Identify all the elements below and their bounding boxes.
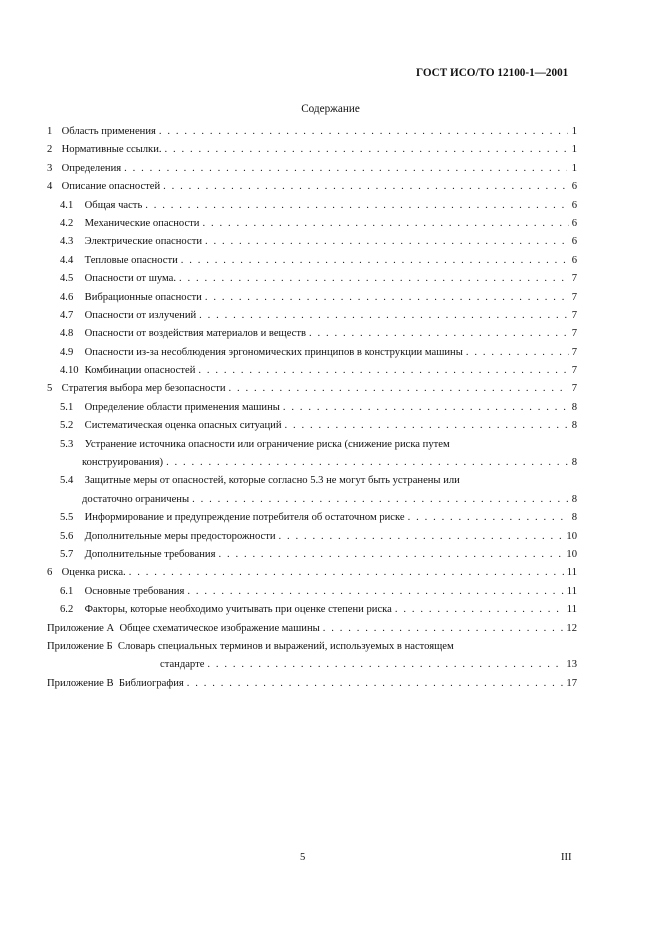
- toc-entry-page: 17: [566, 677, 577, 689]
- toc-entry-text: Опасности от воздействия материалов и веществ: [84, 328, 307, 340]
- toc-entry-page: 7: [571, 309, 577, 321]
- toc-leader-dots: [179, 270, 568, 288]
- toc-entry-number: 5.3: [60, 438, 74, 450]
- toc-entry[interactable]: [47, 141, 577, 159]
- toc-entry-page: 11: [566, 604, 577, 616]
- toc-entry[interactable]: [47, 399, 577, 417]
- toc-leader-dots: [408, 509, 569, 527]
- toc-entry[interactable]: [47, 675, 577, 693]
- toc-entry-page: 1: [571, 144, 577, 156]
- toc-leader-dots: [198, 362, 568, 380]
- toc-entry-page: 7: [571, 328, 577, 340]
- toc-entry-page: 7: [571, 346, 577, 358]
- toc-entry-number: Приложение А: [47, 622, 115, 634]
- toc-entry-text: Общее схематическое изображение машины: [119, 622, 320, 634]
- toc-entry-number: 6.1: [60, 585, 74, 597]
- toc-entry-number: 4.1: [60, 199, 74, 211]
- toc-entry-number: 4.10: [60, 365, 79, 377]
- toc-entry[interactable]: [47, 583, 577, 601]
- toc-leader-dots: [466, 344, 569, 362]
- toc-entry[interactable]: [47, 178, 577, 196]
- toc-entry-text: Основные требования: [84, 585, 185, 597]
- toc-entry-page: 7: [571, 273, 577, 285]
- toc-entry-text: Описание опасностей: [61, 181, 161, 193]
- toc-entry[interactable]: [47, 307, 577, 325]
- toc-entry-page: 7: [571, 383, 577, 395]
- toc-leader-dots: [283, 399, 569, 417]
- toc-leader-dots: [395, 601, 564, 619]
- toc-leader-dots: [205, 289, 569, 307]
- toc-entry-page: 12: [566, 622, 577, 634]
- toc-entry-page: 8: [571, 457, 577, 469]
- toc-entry-page: 10: [566, 548, 577, 560]
- toc-leader-dots: [279, 528, 564, 546]
- toc-leader-dots: [207, 656, 563, 674]
- toc-entry-continuation[interactable]: [47, 454, 577, 472]
- toc-entry-text: Систематическая оценка опасных ситуаций: [84, 420, 282, 432]
- toc-entry-number: 2: [47, 144, 53, 156]
- toc-entry-number: 1: [47, 126, 53, 137]
- toc-leader-dots: [218, 546, 563, 564]
- toc-entry-text: Оценка риска.: [61, 567, 126, 579]
- toc-entry-number: 4.9: [60, 346, 74, 358]
- toc-entry-number: Приложение В: [47, 677, 114, 689]
- toc-entry-number: 4.7: [60, 309, 74, 321]
- toc-entry-page: 7: [571, 365, 577, 377]
- toc-entry-text-continued: конструирования): [82, 457, 164, 469]
- toc-entry-text: Защитные меры от опасностей, которые согласно 5.3 не могут быть устранены или: [84, 475, 460, 487]
- toc-leader-dots: [145, 197, 567, 215]
- toc-entry[interactable]: [47, 417, 577, 435]
- toc-entry-text: Механические опасности: [84, 217, 200, 229]
- toc-leader-dots: [202, 215, 568, 233]
- toc-entry-number: 4.6: [60, 291, 74, 303]
- toc-entry-number: 5.4: [60, 475, 74, 487]
- toc-entry-page: 6: [571, 254, 577, 266]
- toc-entry-text: Комбинации опасностей: [84, 365, 196, 377]
- toc-entry-text: Область применения: [61, 126, 156, 137]
- toc-entry[interactable]: [47, 509, 577, 527]
- toc-title: Содержание: [301, 103, 360, 115]
- toc-entry-text: Стратегия выбора мер безопасности: [61, 383, 226, 395]
- toc-leader-dots: [187, 583, 563, 601]
- toc-entry-page: 1: [571, 162, 577, 174]
- toc-entry-number: 4.2: [60, 217, 74, 229]
- toc-entry-number: 4.8: [60, 328, 74, 340]
- toc-entry-text: Дополнительные меры предосторожности: [84, 530, 276, 542]
- document-standard-header: ГОСТ ИСО/ТО 12100-1—2001: [416, 67, 569, 79]
- toc-entry[interactable]: [47, 564, 577, 582]
- toc-leader-dots: [124, 160, 567, 178]
- toc-leader-dots: [129, 564, 564, 582]
- toc-entry-text: Опасности из-за несоблюдения эргономических принципов в конструкции машины: [84, 346, 463, 358]
- toc-entry-text: Опасности от шума.: [84, 273, 176, 285]
- toc-entry-text: Нормативные ссылки.: [61, 144, 162, 156]
- toc-entry[interactable]: [47, 380, 577, 398]
- toc-entry-number: 4: [47, 181, 53, 193]
- toc-entry-page: 7: [571, 291, 577, 303]
- toc-leader-dots: [229, 380, 569, 398]
- toc-entry[interactable]: [47, 160, 577, 178]
- toc-leader-dots: [166, 454, 568, 472]
- toc-entry[interactable]: [47, 546, 577, 564]
- toc-leader-dots: [199, 307, 568, 325]
- toc-entry-text: Общая часть: [84, 199, 143, 211]
- toc-entry-text-continued: стандарте: [160, 659, 205, 671]
- toc-entry[interactable]: [47, 620, 577, 638]
- toc-entry[interactable]: [47, 344, 577, 362]
- toc-entry-page: 8: [571, 401, 577, 413]
- toc-entry-text-continued: достаточно ограничены: [82, 493, 190, 505]
- toc-entry-page: 11: [566, 567, 577, 579]
- toc-entry[interactable]: [47, 528, 577, 546]
- toc-entry[interactable]: [47, 289, 577, 307]
- toc-entry[interactable]: [47, 252, 577, 270]
- toc-leader-dots: [181, 252, 568, 270]
- toc-entry[interactable]: [47, 123, 577, 141]
- toc-entry[interactable]: [47, 638, 577, 656]
- toc-entry-text: Устранение источника опасности или ограничение риска (снижение риска путем: [84, 438, 450, 450]
- toc-entry-page: 8: [571, 420, 577, 432]
- toc-entry[interactable]: [47, 215, 577, 233]
- toc-entry[interactable]: [47, 270, 577, 288]
- toc-entry-number: 4.5: [60, 273, 74, 285]
- toc-entry-number: 6: [47, 567, 53, 579]
- toc-entry[interactable]: [47, 325, 577, 343]
- toc-entry-text: Словарь специальных терминов и выражений, используемых в настоящем: [117, 640, 454, 652]
- toc-entry[interactable]: [47, 197, 577, 215]
- toc-entry-page: 8: [571, 493, 577, 505]
- toc-entry[interactable]: [47, 436, 577, 454]
- toc-leader-dots: [159, 123, 568, 141]
- toc-entry-page: 10: [566, 530, 577, 542]
- toc-entry-number: 5.6: [60, 530, 74, 542]
- toc-entry-text: Вибрационные опасности: [84, 291, 202, 303]
- toc-entry-text: Информирование и предупреждение потребителя об остаточном риске: [84, 512, 405, 524]
- toc-entry-number: Приложение Б: [47, 640, 113, 652]
- toc-leader-dots: [163, 178, 568, 196]
- toc-entry-text: Определения: [61, 162, 122, 174]
- toc-entry-page: 1: [571, 126, 577, 137]
- toc-entry-number: 5.2: [60, 420, 74, 432]
- toc-entry[interactable]: [47, 233, 577, 251]
- toc-entry-text: Библиография: [118, 677, 184, 689]
- toc-entry-text: Факторы, которые необходимо учитывать при оценке степени риска: [84, 604, 392, 616]
- toc-leader-dots: [285, 417, 569, 435]
- toc-entry-text: Определение области применения машины: [84, 401, 280, 413]
- footer-page-number: 5: [300, 852, 306, 863]
- toc-entry-continuation[interactable]: [47, 491, 577, 509]
- toc-entry-text: Дополнительные требования: [84, 548, 216, 560]
- toc-entry-number: 4.3: [60, 236, 74, 248]
- toc-entry-number: 4.4: [60, 254, 74, 266]
- toc-entry[interactable]: [47, 362, 577, 380]
- toc-entry-page: 6: [571, 236, 577, 248]
- toc-entry-number: 5.5: [60, 512, 74, 524]
- toc-entry-text: Опасности от излучений: [84, 309, 197, 321]
- toc-entry-number: 5.1: [60, 401, 74, 413]
- toc-leader-dots: [323, 620, 564, 638]
- toc-entry-text: Тепловые опасности: [84, 254, 178, 266]
- toc-entry-page: 6: [571, 199, 577, 211]
- toc-entry-page: 8: [571, 512, 577, 524]
- toc-entry-number: 5.7: [60, 548, 74, 560]
- toc-entry[interactable]: [47, 472, 577, 490]
- toc-leader-dots: [309, 325, 569, 343]
- toc-leader-dots: [187, 675, 564, 693]
- toc-entry-continuation[interactable]: [47, 656, 577, 674]
- toc-entry-page: 13: [566, 659, 577, 671]
- toc-leader-dots: [192, 491, 568, 509]
- toc-leader-dots: [165, 141, 568, 159]
- toc-entry-text: Электрические опасности: [84, 236, 202, 248]
- toc-entry-page: 6: [571, 181, 577, 193]
- toc-entry-page: 11: [566, 585, 577, 597]
- toc-entry-number: 6.2: [60, 604, 74, 616]
- toc-entry-number: 3: [47, 162, 53, 174]
- table-of-contents: [47, 123, 577, 693]
- toc-entry[interactable]: [47, 601, 577, 619]
- toc-entry-page: 6: [571, 217, 577, 229]
- toc-leader-dots: [205, 233, 569, 251]
- toc-entry-number: 5: [47, 383, 53, 395]
- footer-roman-page: III: [561, 852, 572, 863]
